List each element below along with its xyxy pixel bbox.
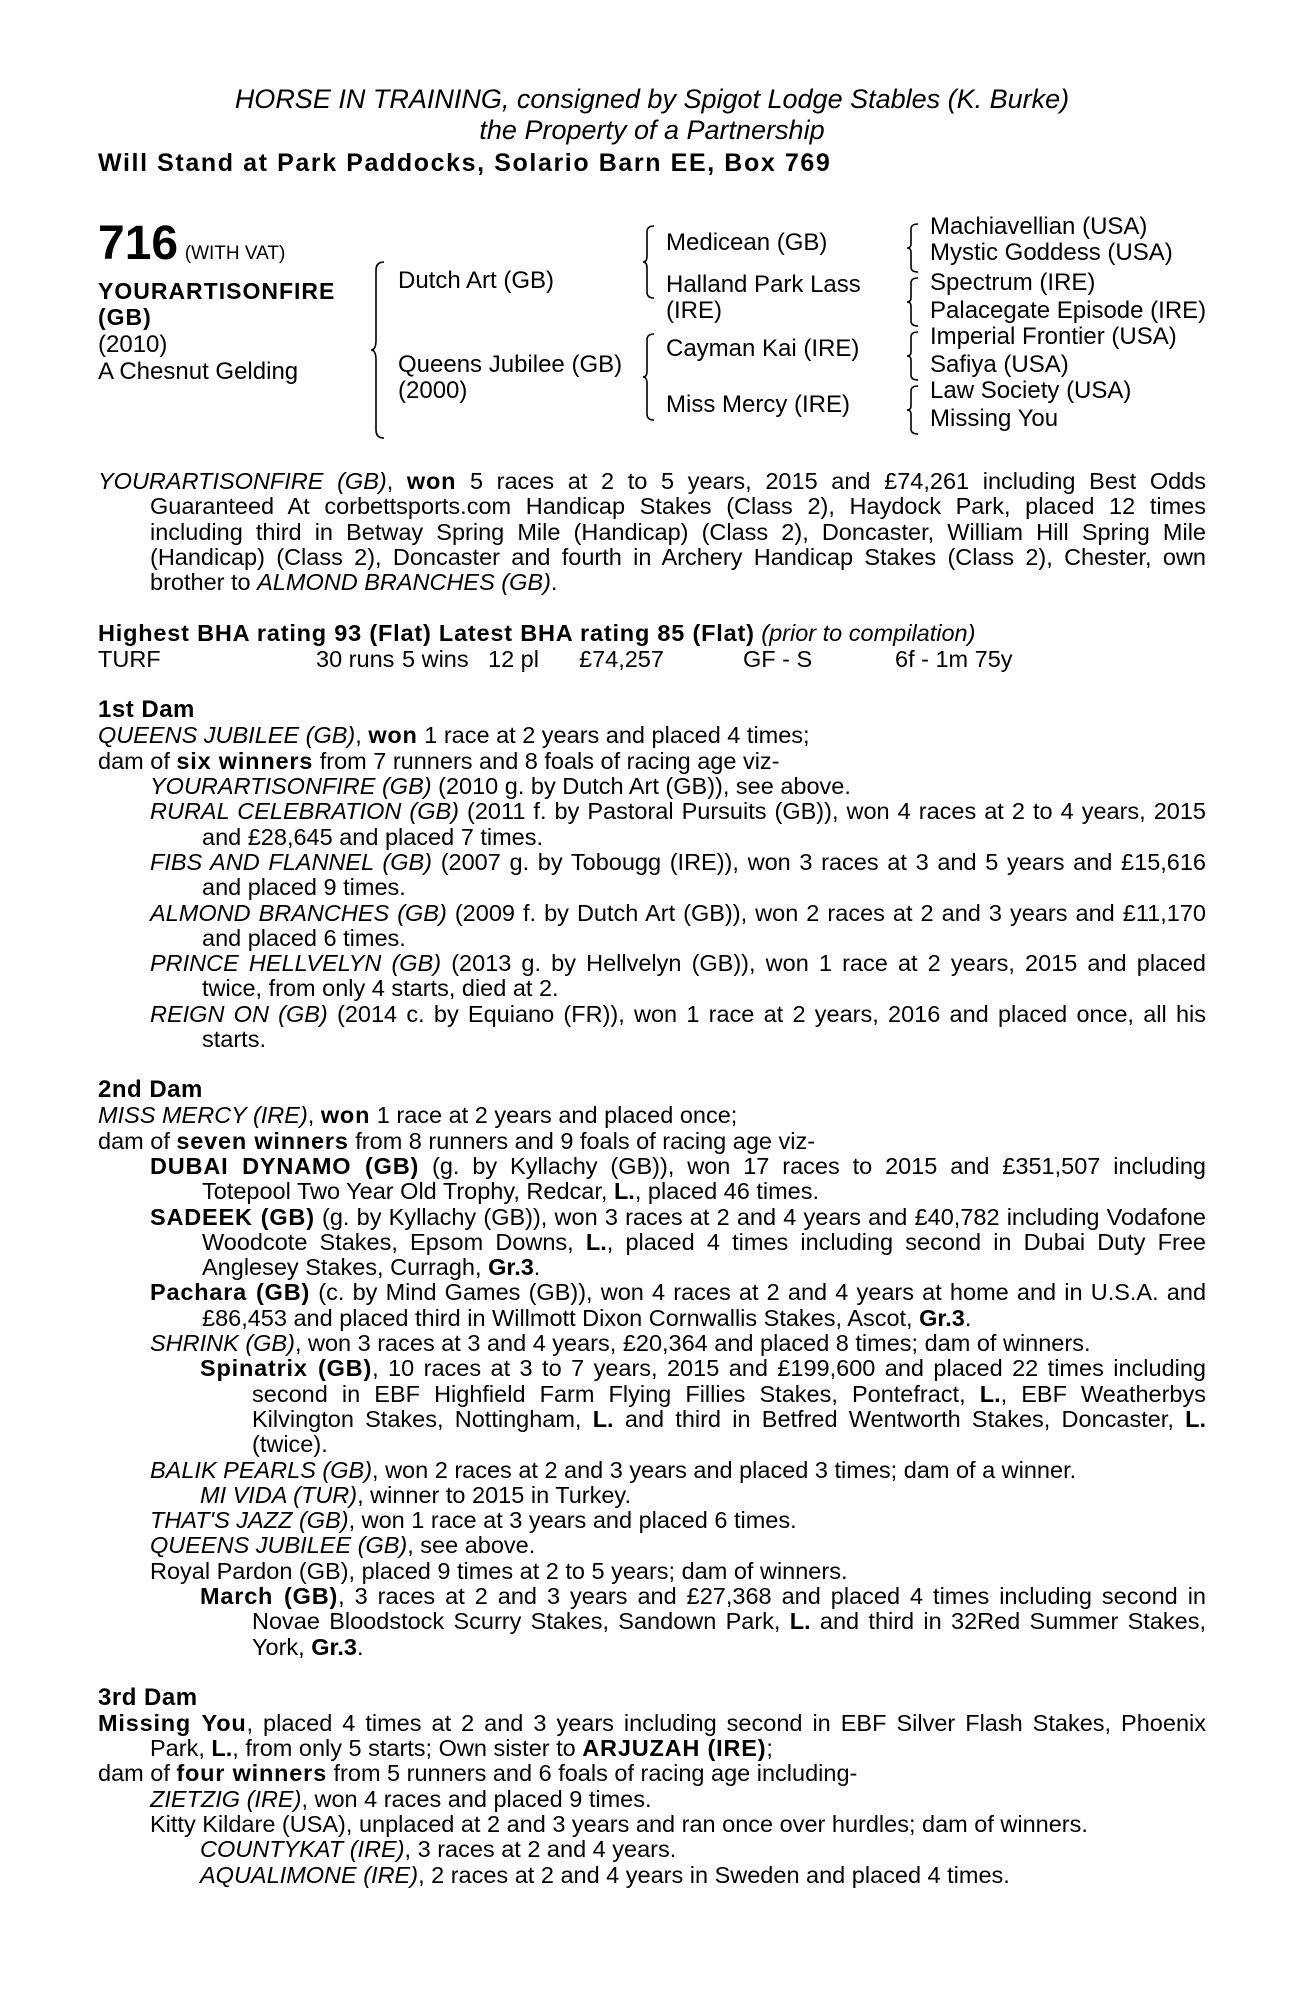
- sire-dam-line1: Halland Park Lass: [666, 271, 861, 298]
- lot-heading: [98, 217, 286, 270]
- foaling-year: (2010): [98, 331, 168, 358]
- brace-icon: [906, 222, 920, 274]
- first-dam-section: [98, 697, 1206, 1052]
- first-dam-produce: dam of six winners from 7 runners and 8 foals of racing age viz-: [98, 747, 780, 774]
- vat-note: (WITH VAT): [184, 243, 286, 264]
- list-item: COUNTYKAT (IRE), 3 races at 2 and 4 years.: [200, 1836, 677, 1863]
- second-dam-record: MISS MERCY (IRE), won 1 race at 2 years and placed once;: [98, 1102, 738, 1129]
- third-dam-section: [98, 1685, 1206, 1888]
- second-dam-section: [98, 1077, 1206, 1660]
- list-item: March (GB), 3 races at 2 and 3 years and £27,368 and placed 4 times including second in Novae Bloodstock Scurry Stakes, Sandown Park, L. and third in 32Red Summer Stakes, York, Gr.3.: [200, 1582, 1206, 1660]
- sire-dam-line2: (IRE): [666, 297, 722, 324]
- second-dam-produce: dam of seven winners from 8 runners and 9 foals of racing age viz-: [98, 1127, 816, 1154]
- list-item: AQUALIMONE (IRE), 2 races at 2 and 4 years in Sweden and placed 4 times.: [200, 1861, 1010, 1888]
- brace-icon: [906, 276, 920, 328]
- list-item: Spinatrix (GB), 10 races at 3 to 7 years, 2015 and £199,600 and placed 22 times including second in EBF Highfield Farm Flying Fillies Stakes, Pontefract, L., EBF Weatherbys Kilvington Stakes, Nottingham, L. and third in Betfred Wentworth Stakes, Doncaster, L. (twice).: [200, 1355, 1207, 1458]
- catalogue-page: [98, 84, 1206, 1888]
- sire-dam-sire: Spectrum (IRE): [930, 269, 1096, 296]
- sire-sire-sire: Machiavellian (USA): [930, 213, 1148, 240]
- list-item: QUEENS JUBILEE (GB), see above.: [150, 1532, 536, 1559]
- third-dam-record: Missing You, placed 4 times at 2 and 3 years including second in EBF Silver Flash Stakes, Phoenix Park, L., from only 5 starts; Own sister to ARJUZAH (IRE);: [98, 1709, 1206, 1762]
- lot-number: 716: [98, 217, 179, 270]
- bha-ratings: Highest BHA rating 93 (Flat) Latest BHA rating 85 (Flat) (prior to compilation): [98, 620, 976, 647]
- third-dam-heading: 3rd Dam: [98, 1683, 198, 1711]
- list-item: ALMOND BRANCHES (GB) (2009 f. by Dutch Art (GB)), won 2 races at 2 and 3 years and £11,170 and placed 6 times.: [150, 899, 1206, 951]
- pedigree-table: [98, 213, 1207, 465]
- ratings-block: [98, 620, 1206, 672]
- second-dam-heading: 2nd Dam: [98, 1076, 203, 1104]
- property-line: the Property of a Partnership: [479, 115, 825, 145]
- brace-icon: [906, 384, 920, 436]
- brace-icon: [642, 224, 656, 300]
- sire-sire: Medicean (GB): [666, 229, 828, 256]
- list-item: SADEEK (GB) (g. by Kyllachy (GB)), won 3 races at 2 and 4 years and £40,782 including Vodafone Woodcote Stakes, Epsom Downs, L., placed 4 times including second in Dubai Duty Free Anglesey Stakes, Curragh, Gr.3.: [150, 1203, 1207, 1281]
- third-dam-produce: dam of four winners from 5 runners and 6 foals of racing age including-: [98, 1760, 858, 1787]
- list-item: DUBAI DYNAMO (GB) (g. by Kyllachy (GB)), won 17 races to 2015 and £351,507 including Totepool Two Year Old Trophy, Redcar, L., placed 46 times.: [150, 1152, 1206, 1205]
- list-item: MI VIDA (TUR), winner to 2015 in Turkey.: [200, 1481, 631, 1508]
- list-item: RURAL CELEBRATION (GB) (2011 f. by Pastoral Pursuits (GB)), won 4 races at 2 to 4 years, 2015 and £28,645 and placed 7 times.: [150, 798, 1206, 850]
- dam-sire: Cayman Kai (IRE): [666, 335, 860, 362]
- dam-year: (2000): [398, 377, 468, 404]
- sire-sire-dam: Mystic Goddess (USA): [930, 239, 1173, 266]
- race-summary: YOURARTISONFIRE (GB), won 5 races at 2 to 5 years, 2015 and £74,261 including Best Odds Guaranteed At corbettsports.com Handicap Stakes (Class 2), Haydock Park, placed 12 times including third in Betway Spring Mile (Handicap) (Class 2), Doncaster, William Hill Spring Mile (Handicap) (Class 2), Doncaster and fourth in Archery Handicap Stakes (Class 2), Chester, own brother to ALMOND BRANCHES (GB).: [98, 468, 1206, 596]
- list-item: Pachara (GB) (c. by Mind Games (GB)), won 4 races at 2 and 4 years at home and in U.S.A. and £86,453 and placed third in Willmott Dixon Cornwallis Stakes, Ascot, Gr.3.: [150, 1279, 1207, 1331]
- dam-dam: Miss Mercy (IRE): [666, 391, 850, 418]
- dam: Queens Jubilee (GB): [398, 351, 623, 378]
- list-item: Royal Pardon (GB), placed 9 times at 2 to 5 years; dam of winners.: [150, 1557, 848, 1584]
- list-item: SHRINK (GB), won 3 races at 3 and 4 years, £20,364 and placed 8 times; dam of winners.: [150, 1330, 1091, 1357]
- sire: Dutch Art (GB): [398, 267, 555, 294]
- list-item: THAT'S JAZZ (GB), won 1 race at 3 years and placed 6 times.: [150, 1507, 797, 1534]
- horse-description: A Chesnut Gelding: [98, 358, 299, 385]
- list-item: YOURARTISONFIRE (GB) (2010 g. by Dutch Art (GB)), see above.: [150, 773, 851, 800]
- brace-icon: [906, 330, 920, 382]
- location-line: Will Stand at Park Paddocks, Solario Barn EE, Box 769: [98, 149, 832, 177]
- brace-icon: [370, 260, 386, 440]
- list-item: Kitty Kildare (USA), unplaced at 2 and 3 years and ran once over hurdles; dam of winners.: [150, 1811, 1088, 1838]
- dam-sire-dam: Safiya (USA): [930, 351, 1069, 378]
- brace-icon: [642, 332, 656, 422]
- list-item: FIBS AND FLANNEL (GB) (2007 g. by Tobougg (IRE)), won 3 races at 3 and 5 years and £15,616 and placed 9 times.: [150, 848, 1207, 901]
- list-item: PRINCE HELLVELYN (GB) (2013 g. by Hellvelyn (GB)), won 1 race at 2 years, 2015 and placed twice, from only 4 starts, died at 2.: [150, 950, 1206, 1002]
- first-dam-heading: 1st Dam: [98, 696, 195, 724]
- horse-country: (GB): [98, 304, 152, 330]
- consignor-line: HORSE IN TRAINING, consigned by Spigot Lodge Stables (K. Burke): [234, 84, 1070, 114]
- dam-dam-dam: Missing You: [930, 405, 1059, 432]
- dam-dam-sire: Law Society (USA): [930, 377, 1132, 404]
- horse-name: YOURARTISONFIRE: [98, 278, 336, 304]
- first-dam-record: QUEENS JUBILEE (GB), won 1 race at 2 years and placed 4 times;: [98, 722, 810, 749]
- list-item: REIGN ON (GB) (2014 c. by Equiano (FR)), won 1 race at 2 years, 2016 and placed once, all his starts.: [150, 1000, 1206, 1053]
- dam-sire-sire: Imperial Frontier (USA): [930, 323, 1177, 350]
- sire-dam-dam: Palacegate Episode (IRE): [930, 297, 1207, 324]
- turf-record: TURF 30 runs 5 wins 12 pl £74,257 GF - S 6f - 1m 75y: [98, 646, 1013, 673]
- list-item: ZIETZIG (IRE), won 4 races and placed 9 times.: [150, 1785, 652, 1812]
- list-item: BALIK PEARLS (GB), won 2 races at 2 and 3 years and placed 3 times; dam of a winner.: [150, 1456, 1077, 1483]
